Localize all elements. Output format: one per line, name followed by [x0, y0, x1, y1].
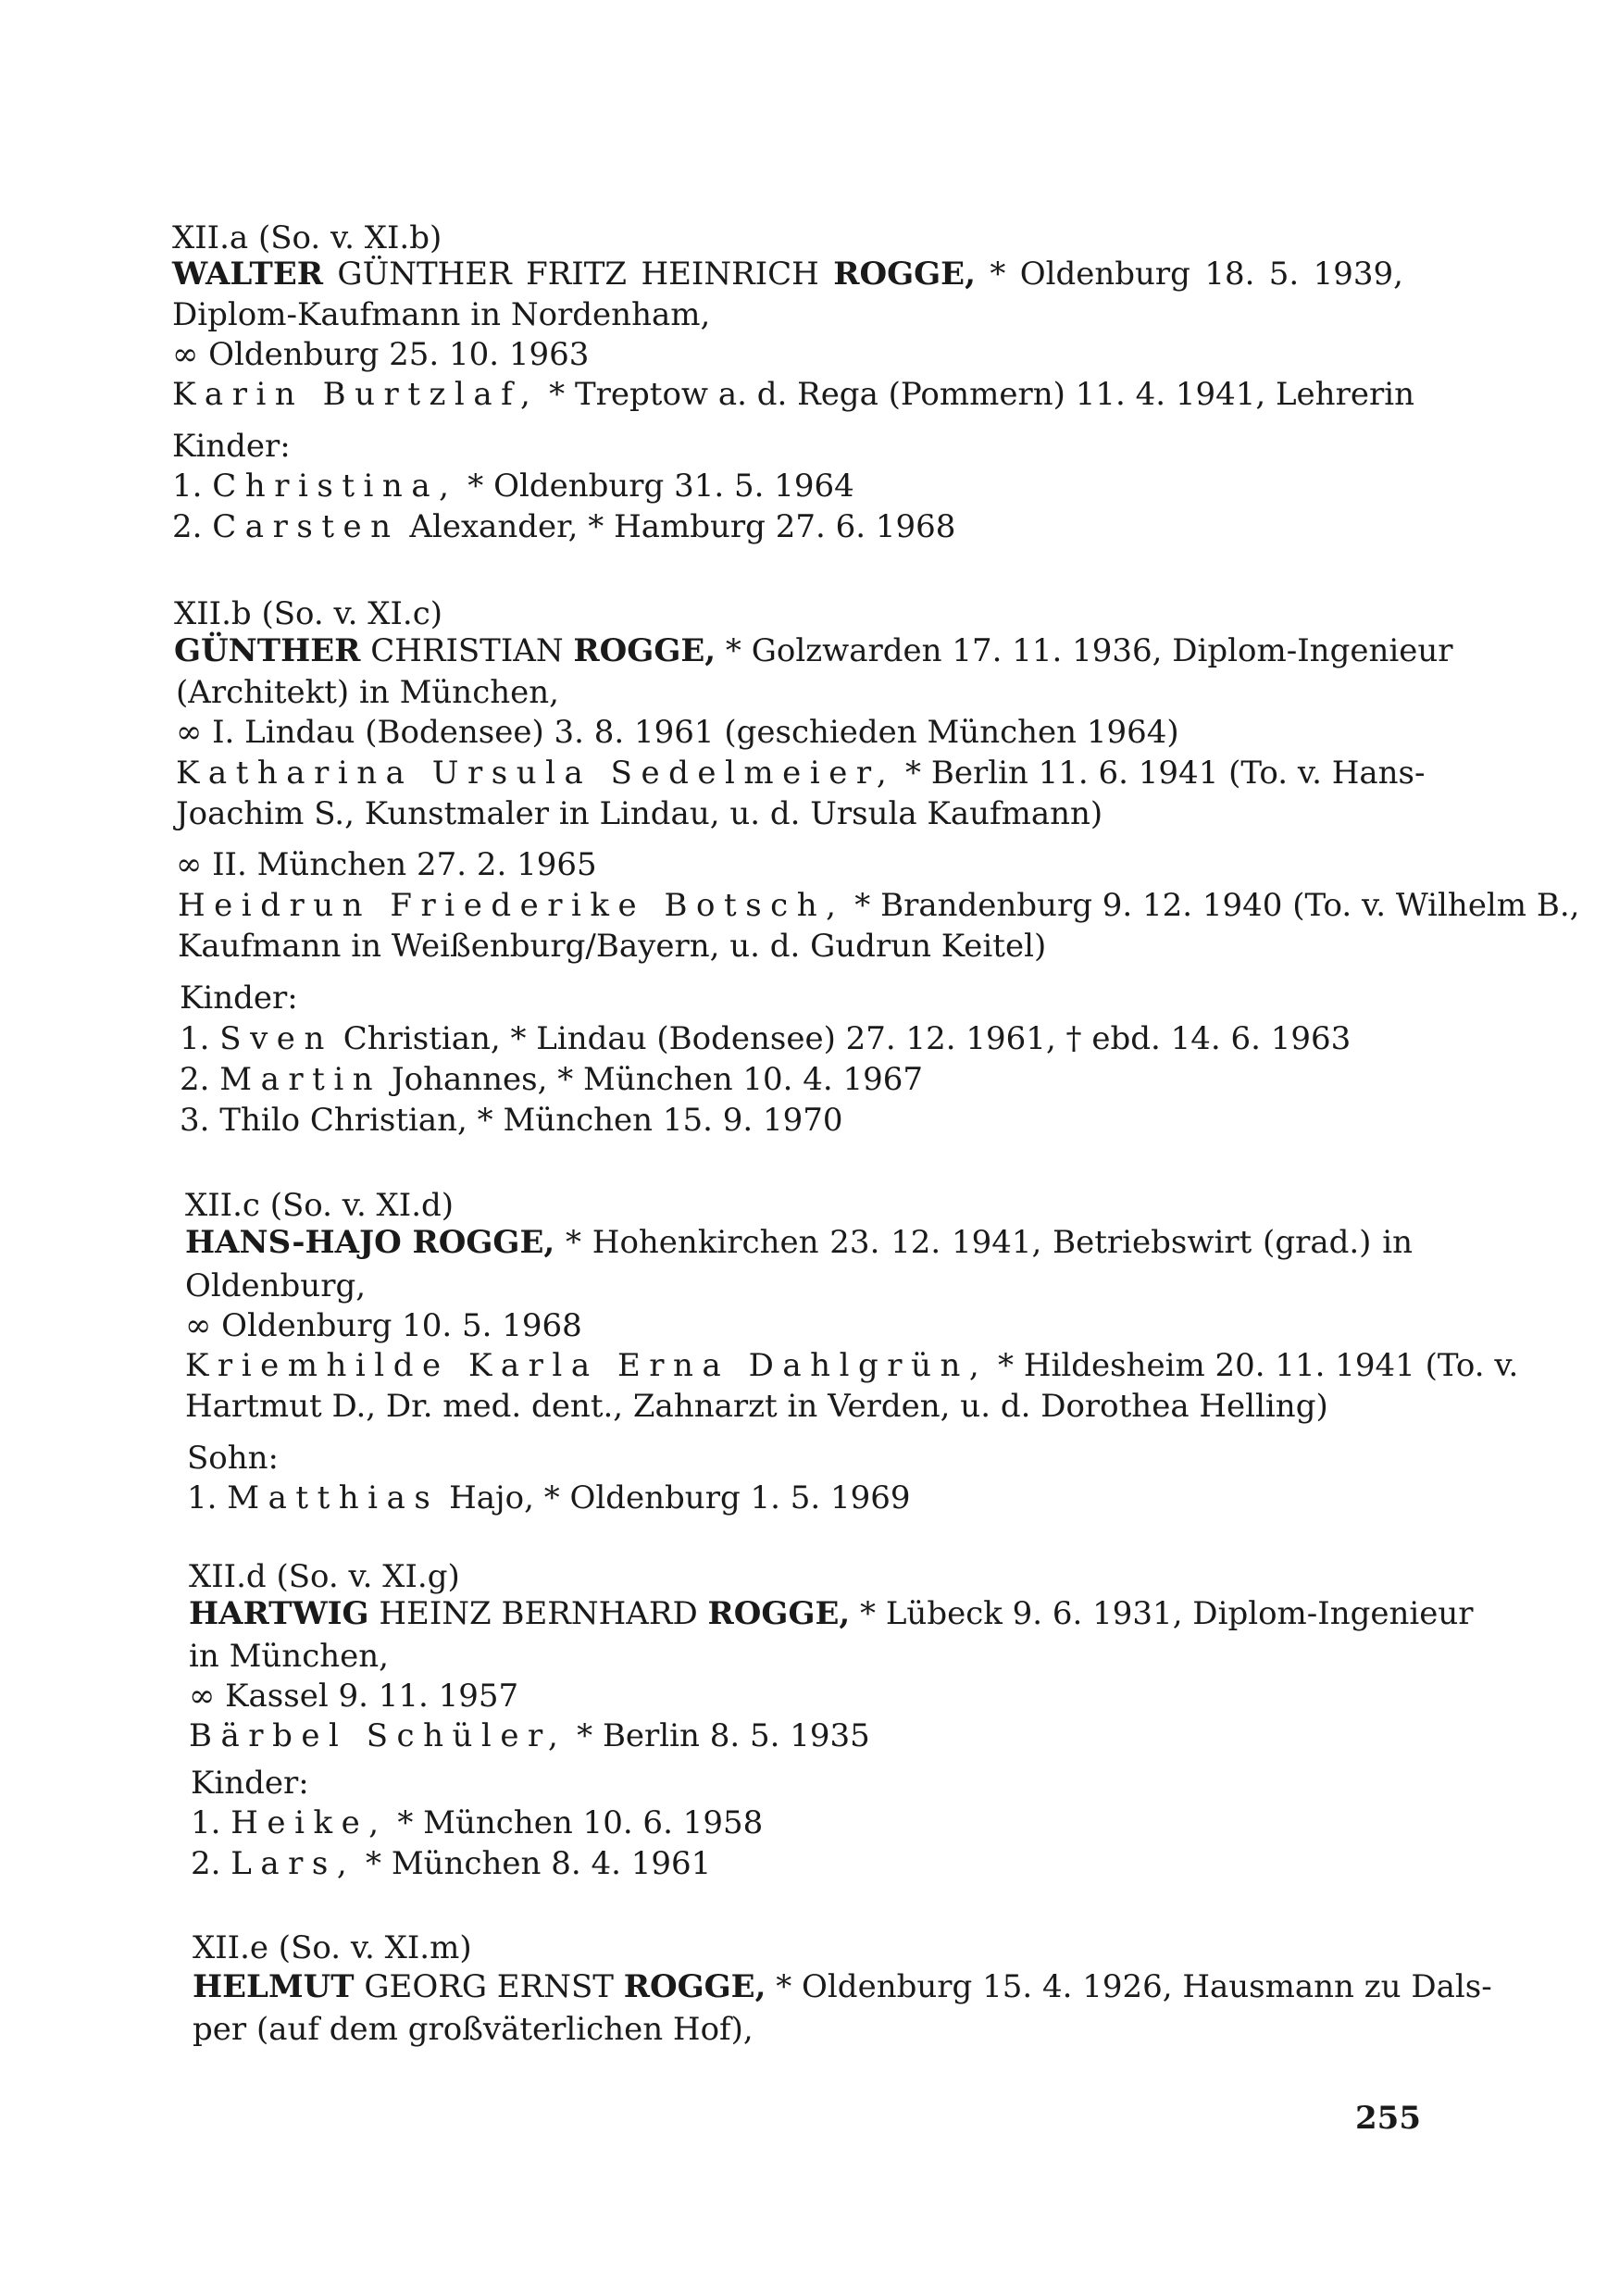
middle-names: CHRISTIAN [370, 632, 564, 669]
child-name: Heike, [230, 1804, 388, 1841]
child-number: 1. [180, 1020, 210, 1057]
child-name: Lars, [230, 1845, 356, 1882]
occupation: in München, [189, 1638, 389, 1675]
child-name: Martin [219, 1061, 382, 1098]
child-name: Carsten [212, 508, 400, 545]
children-label: Sohn: [187, 1440, 280, 1477]
child-details: * Oldenburg 31. 5. 1964 [467, 468, 854, 505]
section-heading: XII.b (So. v. XI.c) [174, 595, 443, 632]
spouse-name: Kriemhilde Karla Erna Dahlgrün, [185, 1347, 989, 1384]
children-label: Kinder: [172, 428, 291, 465]
child-entry [187, 1479, 911, 1516]
section-heading: XII.e (So. v. XI.m) [193, 1929, 472, 1966]
person-line [172, 256, 1403, 293]
spouse-line [185, 1347, 1519, 1384]
person-line [193, 1968, 1492, 2005]
child-number: 1. [191, 1804, 221, 1841]
child-details: * München 8. 4. 1961 [366, 1845, 712, 1882]
child-entry [180, 1102, 843, 1139]
birth-info: * Golzwarden 17. 11. 1936, Diplom-Ingenieur [725, 632, 1453, 669]
marriage-line: ∞ Oldenburg 25. 10. 1963 [172, 336, 590, 373]
child-name: Christina, [212, 468, 458, 505]
child-details: Hajo, * Oldenburg 1. 5. 1969 [449, 1479, 911, 1516]
spouse-name: Katharina Ursula Sedelmeier, [176, 755, 896, 792]
surname: ROGGE, [623, 1968, 766, 2005]
spouse-birth: * Brandenburg 9. 12. 1940 (To. v. Wilhelm B., [854, 887, 1580, 924]
child-entry [180, 1020, 1351, 1057]
spouse-name: Heidrun Friederike Botsch, [178, 887, 845, 924]
marriage-line: ∞ Kassel 9. 11. 1957 [189, 1678, 519, 1715]
birth-info: * Lübeck 9. 6. 1931, Diplom-Ingenieur [860, 1595, 1474, 1632]
spouse-birth: * Hildesheim 20. 11. 1941 (To. v. [998, 1347, 1519, 1384]
child-entry [172, 508, 955, 545]
child-details: Thilo Christian, * München 15. 9. 1970 [219, 1102, 843, 1139]
occupation: Oldenburg, [185, 1267, 367, 1304]
child-number: 1. [172, 468, 203, 505]
child-details: Johannes, * München 10. 4. 1967 [391, 1061, 924, 1098]
surname: ROGGE, [707, 1595, 851, 1632]
section-heading: XII.a (So. v. XI.b) [172, 219, 442, 256]
birth-info: * Oldenburg 18. 5. 1939, [990, 256, 1403, 293]
middle-names: GEORG ERNST [364, 1968, 614, 2005]
surname: ROGGE, [412, 1224, 555, 1261]
birth-info: * Hohenkirchen 23. 12. 1941, Betriebswirt (grad.) in [566, 1224, 1414, 1261]
middle-names: HEINZ BERNHARD [379, 1595, 698, 1632]
spouse-line [172, 376, 1414, 413]
children-label: Kinder: [191, 1765, 309, 1802]
child-number: 3. [180, 1102, 210, 1139]
occupation: per (auf dem großväterlichen Hof), [193, 2011, 754, 2048]
child-details: Alexander, * Hamburg 27. 6. 1968 [409, 508, 956, 545]
marriage-line: ∞ Oldenburg 10. 5. 1968 [185, 1307, 582, 1344]
section-heading: XII.d (So. v. XI.g) [189, 1558, 460, 1595]
spouse-details: Hartmut D., Dr. med. dent., Zahnarzt in Verden, u. d. Dorothea Helling) [185, 1388, 1328, 1425]
child-details: * München 10. 6. 1958 [397, 1804, 764, 1841]
child-entry [191, 1845, 711, 1882]
child-number: 1. [187, 1479, 218, 1516]
spouse-name: Karin Burtzlaf, [172, 376, 540, 413]
spouse-line [176, 755, 1426, 792]
surname: ROGGE, [573, 632, 716, 669]
given-name: HARTWIG [189, 1595, 369, 1632]
person-line [189, 1595, 1474, 1632]
spouse-line [189, 1717, 870, 1754]
child-details: Christian, * Lindau (Bodensee) 27. 12. 1961, † ebd. 14. 6. 1963 [343, 1020, 1352, 1057]
middle-names: GÜNTHER FRITZ HEINRICH [337, 256, 819, 293]
marriage-line: ∞ I. Lindau (Bodensee) 3. 8. 1961 (geschieden München 1964) [176, 714, 1179, 751]
spouse-birth: * Treptow a. d. Rega (Pommern) 11. 4. 1941, Lehrerin [549, 376, 1414, 413]
children-label: Kinder: [180, 980, 298, 1017]
child-entry [172, 468, 854, 505]
person-line [174, 632, 1453, 669]
spouse-birth: * Berlin 11. 6. 1941 (To. v. Hans- [905, 755, 1426, 792]
surname: ROGGE, [833, 256, 976, 293]
person-line [185, 1224, 1413, 1261]
marriage-line: ∞ II. München 27. 2. 1965 [176, 846, 597, 883]
section-heading: XII.c (So. v. XI.d) [185, 1187, 455, 1224]
spouse-name: Bärbel Schüler, [189, 1717, 567, 1754]
child-number: 2. [191, 1845, 221, 1882]
child-number: 2. [172, 508, 203, 545]
given-name: WALTER [172, 256, 323, 293]
given-name: HANS-HAJO [185, 1224, 402, 1261]
occupation: Diplom-Kaufmann in Nordenham, [172, 296, 711, 333]
given-name: HELMUT [193, 1968, 355, 2005]
birth-info: * Oldenburg 15. 4. 1926, Hausmann zu Dals- [776, 1968, 1492, 2005]
child-entry [191, 1804, 763, 1841]
child-entry [180, 1061, 923, 1098]
spouse-details: Kaufmann in Weißenburg/Bayern, u. d. Gudrun Keitel) [178, 928, 1047, 965]
child-name: Matthias [227, 1479, 440, 1516]
given-name: GÜNTHER [174, 632, 361, 669]
page-number: 255 [1355, 2100, 1421, 2137]
child-number: 2. [180, 1061, 210, 1098]
occupation: (Architekt) in München, [176, 674, 559, 711]
spouse-birth: * Berlin 8. 5. 1935 [577, 1717, 870, 1754]
spouse-details: Joachim S., Kunstmaler in Lindau, u. d. Ursula Kaufmann) [176, 795, 1103, 832]
spouse-line [178, 887, 1580, 924]
child-name: Sven [219, 1020, 333, 1057]
